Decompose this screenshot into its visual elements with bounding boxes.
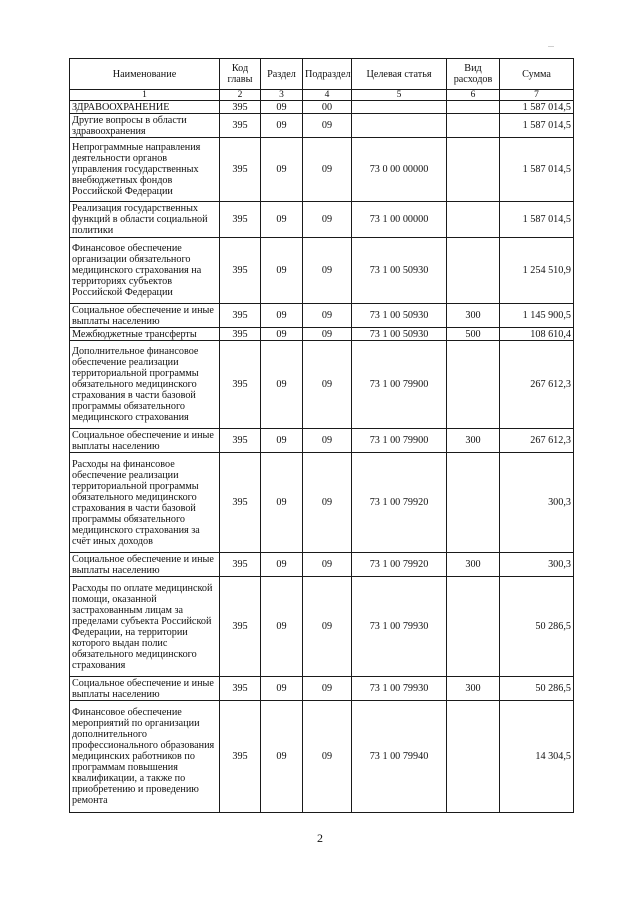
page-number: 2 [317,831,323,845]
row-subsection: 09 [303,238,352,304]
table-body [70,101,574,813]
column-number: 4 [303,90,352,101]
row-target: 73 1 00 79900 [352,341,447,429]
header-target: Целевая статья [352,59,447,90]
row-code: 395 [220,328,261,341]
row-sum: 108 610,4 [500,328,574,341]
row-subsection: 09 [303,453,352,553]
header-code: Код главы [220,59,261,90]
row-sum: 267 612,3 [500,341,574,429]
row-target [352,101,447,114]
table-row [70,238,574,304]
table-row [70,677,574,701]
row-section: 09 [261,138,303,202]
row-code: 395 [220,114,261,138]
table-row [70,138,574,202]
table-row [70,101,574,114]
row-section: 09 [261,453,303,553]
row-target: 73 1 00 50930 [352,238,447,304]
table-row [70,328,574,341]
row-code: 395 [220,202,261,238]
row-name: Межбюджетные трансферты [70,328,220,341]
row-target: 73 0 00 00000 [352,138,447,202]
table-row [70,429,574,453]
row-target: 73 1 00 50930 [352,304,447,328]
row-section: 09 [261,202,303,238]
row-section: 09 [261,341,303,429]
row-code: 395 [220,701,261,813]
row-type [447,101,500,114]
row-name: ЗДРАВООХРАНЕНИЕ [70,101,220,114]
row-type: 300 [447,304,500,328]
row-subsection: 09 [303,677,352,701]
row-target: 73 1 00 79930 [352,677,447,701]
row-sum: 300,3 [500,553,574,577]
row-subsection: 09 [303,202,352,238]
column-number: 1 [70,90,220,101]
row-target: 73 1 00 79940 [352,701,447,813]
row-sum: 50 286,5 [500,577,574,677]
row-name: Социальное обеспечение и иные выплаты населению [70,304,220,328]
budget-table [69,58,574,813]
row-sum: 1 145 900,5 [500,304,574,328]
row-target: 73 1 00 79900 [352,429,447,453]
row-type [447,114,500,138]
row-section: 09 [261,577,303,677]
row-name: Расходы на финансовое обеспечение реализации территориальной программы обязательного медицинского страхования в части базовой программы обязательного медицинского страхования за счёт иных доходов [70,453,220,553]
row-code: 395 [220,304,261,328]
row-section: 09 [261,677,303,701]
scan-mark [548,46,554,47]
row-code: 395 [220,238,261,304]
column-number: 5 [352,90,447,101]
row-section: 09 [261,328,303,341]
row-code: 395 [220,429,261,453]
row-type: 500 [447,328,500,341]
row-name: Расходы по оплате медицинской помощи, оказанной застрахованным лицам за пределами субъекта Российской Федерации, на территории которого выдан полис обязательного медицинского страхования [70,577,220,677]
row-section: 09 [261,701,303,813]
table-row [70,553,574,577]
row-type: 300 [447,677,500,701]
row-name: Финансовое обеспечение мероприятий по организации дополнительного профессионального образования медицинских работников по программам повышения квалификации, а также по приобретению и проведению ремонта [70,701,220,813]
row-name: Дополнительное финансовое обеспечение реализации территориальной программы обязательного медицинского страхования в части базовой программы обязательного медицинского страхования [70,341,220,429]
header-sum: Сумма [500,59,574,90]
row-type [447,202,500,238]
row-sum: 1 254 510,9 [500,238,574,304]
table-row [70,577,574,677]
row-section: 09 [261,429,303,453]
header-row [70,59,574,90]
row-type [447,453,500,553]
row-sum: 1 587 014,5 [500,101,574,114]
row-subsection: 09 [303,341,352,429]
table-row [70,341,574,429]
row-code: 395 [220,341,261,429]
row-type [447,701,500,813]
table-row [70,114,574,138]
row-type [447,577,500,677]
column-number: 7 [500,90,574,101]
row-subsection: 09 [303,553,352,577]
row-code: 395 [220,453,261,553]
row-subsection: 00 [303,101,352,114]
row-code: 395 [220,138,261,202]
row-target: 73 1 00 79930 [352,577,447,677]
row-subsection: 09 [303,304,352,328]
table-row [70,701,574,813]
row-subsection: 09 [303,328,352,341]
row-subsection: 09 [303,138,352,202]
row-name: Непрограммные направления деятельности органов управления государственных внебюджетных фондов Российской Федерации [70,138,220,202]
row-subsection: 09 [303,701,352,813]
row-code: 395 [220,577,261,677]
row-target: 73 1 00 50930 [352,328,447,341]
row-type [447,341,500,429]
row-sum: 1 587 014,5 [500,114,574,138]
row-sum: 50 286,5 [500,677,574,701]
header-section: Раздел [261,59,303,90]
row-target: 73 1 00 79920 [352,553,447,577]
row-sum: 1 587 014,5 [500,202,574,238]
row-section: 09 [261,114,303,138]
row-sum: 300,3 [500,453,574,553]
row-target [352,114,447,138]
row-name: Социальное обеспечение и иные выплаты населению [70,429,220,453]
row-section: 09 [261,101,303,114]
row-sum: 14 304,5 [500,701,574,813]
row-type [447,138,500,202]
row-name: Финансовое обеспечение организации обязательного медицинского страхования на территориях субъектов Российской Федерации [70,238,220,304]
column-number-row [70,90,574,101]
row-code: 395 [220,101,261,114]
row-type: 300 [447,553,500,577]
table-row [70,304,574,328]
column-number: 2 [220,90,261,101]
row-name: Социальное обеспечение и иные выплаты населению [70,553,220,577]
row-target: 73 1 00 79920 [352,453,447,553]
row-subsection: 09 [303,577,352,677]
row-type: 300 [447,429,500,453]
row-section: 09 [261,238,303,304]
row-subsection: 09 [303,429,352,453]
header-subsection: Подраздел [303,59,352,90]
row-name: Другие вопросы в области здравоохранения [70,114,220,138]
row-code: 395 [220,553,261,577]
row-name: Социальное обеспечение и иные выплаты населению [70,677,220,701]
row-name: Реализация государственных функций в области социальной политики [70,202,220,238]
row-section: 09 [261,553,303,577]
row-sum: 1 587 014,5 [500,138,574,202]
column-number: 3 [261,90,303,101]
header-name: Наименование [70,59,220,90]
row-section: 09 [261,304,303,328]
row-target: 73 1 00 00000 [352,202,447,238]
table-row [70,453,574,553]
table-row [70,202,574,238]
header-type: Вид расходов [447,59,500,90]
row-subsection: 09 [303,114,352,138]
row-sum: 267 612,3 [500,429,574,453]
row-code: 395 [220,677,261,701]
column-number: 6 [447,90,500,101]
row-type [447,238,500,304]
